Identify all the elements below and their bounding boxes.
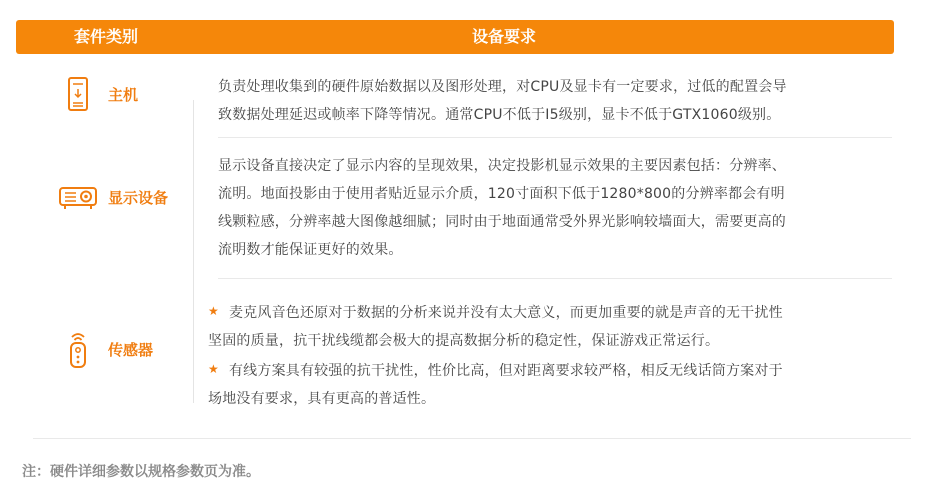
row-divider — [218, 137, 892, 138]
description-line: 流明。地面投影由于使用者贴近显示介质，120寸面积下低于1280*800的分辨率都会有明 — [218, 186, 785, 202]
description-line: 线颗粒感，分辨率越大图像越细腻；同时由于地面通常受外界光影响较墙面大，需要更高的 — [218, 214, 786, 230]
sensor-description — [208, 297, 898, 413]
row-divider — [218, 278, 892, 279]
bullet-continuation: 场地没有要求，具有更高的普适性。 — [208, 391, 436, 407]
category-display — [58, 177, 168, 217]
sensor-icon — [58, 329, 98, 369]
description-line: 负责处理收集到的硬件原始数据以及图形处理，对CPU及显卡有一定要求，过低的配置会导 — [218, 79, 787, 95]
description-line: 显示设备直接决定了显示内容的呈现效果，决定投影机显示效果的主要因素包括：分辨率、 — [218, 158, 786, 174]
description-line: 流明数才能保证更好的效果。 — [218, 242, 403, 258]
category-label: 显示设备 — [108, 188, 169, 207]
bullet-point — [208, 297, 898, 327]
table-header — [16, 20, 894, 54]
category-host — [58, 74, 138, 114]
description-line: 致数据处理延迟或帧率下降等情况。通常CPU不低于I5级别，显卡不低于GTX1060级别。 — [218, 107, 781, 123]
category-column-header: 套件类别 — [74, 27, 139, 46]
bullet-point — [208, 355, 898, 385]
category-label: 主机 — [108, 85, 139, 104]
footnote: 注：硬件详细参数以规格参数页为准。 — [22, 464, 260, 480]
category-label: 传感器 — [108, 340, 154, 359]
star-icon: ★ — [208, 362, 219, 376]
computer-tower-icon — [58, 74, 98, 114]
column-divider — [193, 100, 194, 403]
category-sensor — [58, 329, 153, 369]
footer-divider — [33, 438, 911, 439]
bullet-continuation: 坚固的质量，抗干扰线缆都会极大的提高数据分析的稳定性，保证游戏正常运行。 — [208, 333, 720, 349]
bullet-text: 麦克风音色还原对于数据的分析来说并没有太大意义，而更加重要的就是声音的无干扰性 — [228, 305, 783, 321]
projector-icon — [58, 177, 98, 217]
requirement-column-header: 设备要求 — [472, 27, 537, 46]
host-description — [218, 73, 898, 129]
star-icon: ★ — [208, 304, 219, 318]
bullet-text: 有线方案具有较强的抗干扰性，性价比高，但对距离要求较严格，相反无线话筒方案对于 — [228, 363, 783, 379]
display-description — [218, 152, 898, 264]
